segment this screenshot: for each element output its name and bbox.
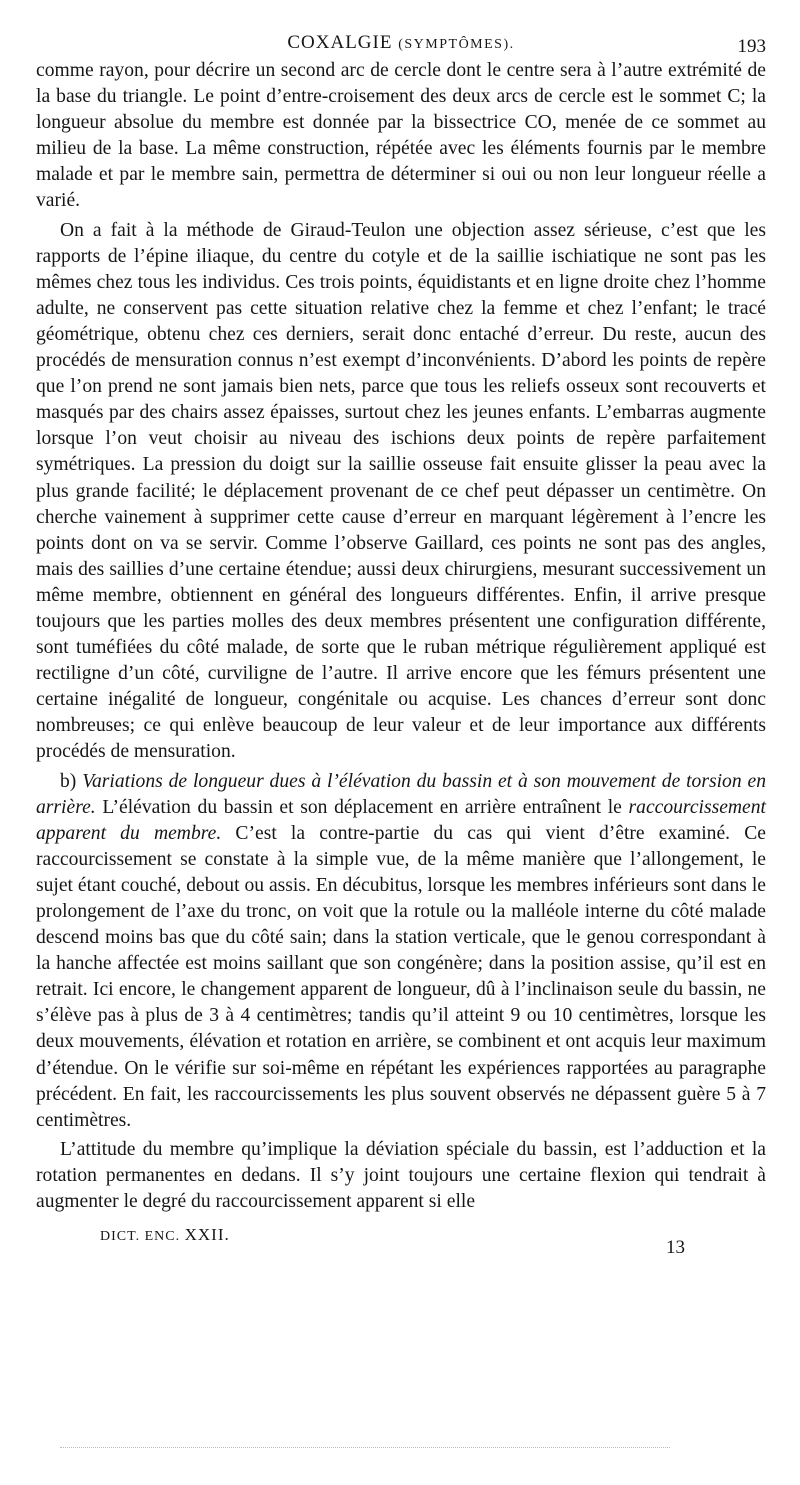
text-segment: C’est la contre-partie du cas qui vient d’être examiné. Ce raccourcissement se constate à la simple vue, de la même manière que l’allongement, le sujet étant couché, debout ou assis. En décubitus, lorsque les membres inférieurs sont dans le prolongement de l’axe du tronc, on voit que la rotule ou la malléole interne du côté malade descend moins bas que du côté sain; dans la station verticale, que le genou correspondant à la hanche affectée est moins saillant que son congénère; dans la position assise, qu’il est en retrait. Ici encore, le changement apparent de longueur, dû à l’inclinaison seule du bassin, ne s’élève pas à plus de 3 à 4 centimètres; tandis qu’il atteint 9 ou 10 centimètres, lorsque les deux mouvements, élévation et rotation en arrière, se combinent et ont acquis leur maximum d’étendue. On le vérifie sur soi-même en répétant les expériences rapportées au paragraphe précédent. En fait, les raccourcissements les plus souvent observés ne dépassent guère 5 à 7 centimètres.: [36, 822, 766, 1131]
paragraph: [36, 218, 766, 766]
running-header: [36, 30, 766, 58]
text-segment: On a fait à la méthode de Giraud-Teulon une objection assez sérieuse, c’est que les rapports de l’épine iliaque, du centre du cotyle et de la saillie ischiatique ne sont pas les mêmes chez tous les individus. Ces trois points, équidistants et en ligne droite chez l’homme adulte, ne conservent pas cette situation relative chez la femme et chez l’enfant; le tracé géométrique, obtenu chez ces derniers, serait donc entaché d’erreur. Du reste, aucun des procédés de mensuration connus n’est exempt d’inconvénients. D’abord les points de repère que l’on prend ne sont jamais bien nets, parce que tous les reliefs osseux sont recouverts et masqués par des chairs assez épaisses, surtout chez les jeunes enfants. L’embarras augmente lorsque l’on veut choisir au niveau des ischions deux points de repère parfaitement symétriques. La pression du doigt sur la saillie osseuse fait ensuite glisser la peau avec la plus grande facilité; le déplacement provenant de ce chef peut dépasser un centimètre. On cherche vainement à supprimer cette cause d’erreur en marquant légèrement à l’encre les points dont on va se servir. Comme l’observe Gaillard, ces points ne sont pas des angles, mais des saillies d’une certaine étendue; aussi deux chirurgiens, mesurant successivement un même membre, obtiennent en général des longueurs différentes. Enfin, il arrive presque toujours que les parties molles des deux membres présentent une configuration différente, sont tuméfiées du côté malade, de sorte que le ruban métrique régulièrement appliqué est rectiligne d’un côté, curviligne de l’autre. Il arrive encore que les fémurs présentent une certaine inégalité de longueur, congénitale ou acquise. Les chances d’erreur sont donc nombreuses; ce qui enlève beaucoup de leur valeur et de leur importance aux différents procédés de mensuration.: [36, 219, 766, 763]
signature-volume: XXII.: [184, 1225, 230, 1245]
paragraph: [36, 1137, 766, 1215]
running-title-main: COXALGIE: [287, 32, 393, 53]
italic-text-segment: Variations de longueur dues à l’élévation du bassin et à son mouvement de torsion en arrière.: [36, 770, 766, 818]
text-segment: L’attitude du membre qu’implique la déviation spéciale du bassin, est l’adduction et la rotation permanentes en dedans. Il s’y joint toujours une certaine flexion qui tendrait à augmenter le degré du raccourcissement apparent si elle: [36, 1138, 766, 1213]
text-segment: b): [60, 770, 83, 792]
signature-enc: ENC.: [144, 1229, 181, 1245]
paragraph: [36, 58, 766, 215]
body-text: [36, 58, 766, 1215]
running-title: [36, 32, 766, 54]
italic-text-segment: raccourcissement apparent du membre.: [36, 796, 766, 844]
signature-folio: 13: [666, 1237, 685, 1259]
paragraph: [36, 769, 766, 1134]
document-page: [36, 30, 766, 1265]
running-title-sub: (SYMPTÔMES).: [398, 37, 515, 52]
bottom-dotted-rule: [60, 1447, 670, 1448]
signature-dict: DICT.: [100, 1229, 141, 1245]
printer-signature: [100, 1225, 230, 1245]
text-segment: L’élévation du bassin et son déplacement en arrière entraînent le: [95, 796, 629, 818]
page-footer: [36, 1225, 766, 1265]
text-segment: comme rayon, pour décrire un second arc de cercle dont le centre sera à l’autre extrémité de la base du triangle. Le point d’entre-croisement des deux arcs de cercle est le sommet C; la longueur absolue du membre est donnée par la bissectrice CO, menée de ce sommet au milieu de la base. La même construction, répétée avec les éléments fournis par le membre malade et par le membre sain, permettra de déterminer si oui ou non leur longueur réelle a varié.: [36, 60, 766, 212]
page-number: 193: [737, 36, 766, 57]
